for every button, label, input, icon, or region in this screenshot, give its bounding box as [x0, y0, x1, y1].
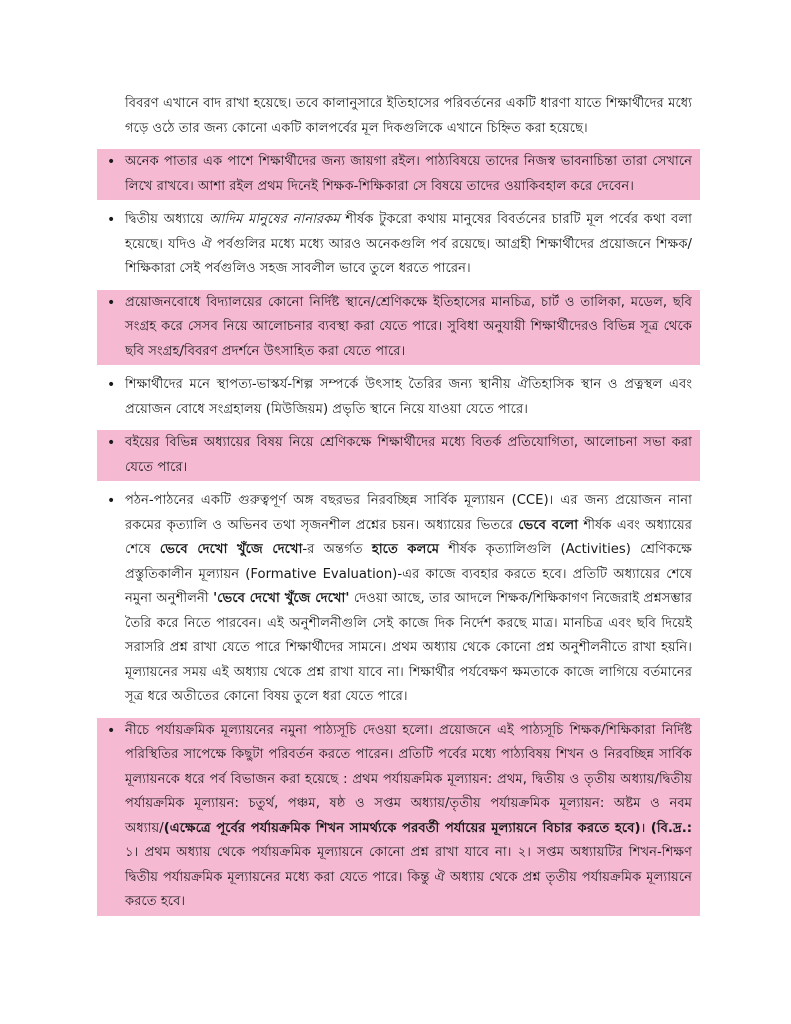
bullet-icon: • [107, 377, 116, 393]
item-text: অনেক পাতার এক পাশে শিক্ষার্থীদের জন্য জায়গা রইল। পাঠ্যবিষয়ে তাদের নিজস্ব ভাবনাচিন্তা তারা সেখানে লিখে রাখবে। আশা রইল প্রথম দিনেই শিক্ষক-শিক্ষিকারা সে বিষয়ে তাদের ওয়াকিবহাল করে দেবেন। [125, 154, 692, 194]
list-item [97, 207, 700, 283]
item-text [125, 493, 692, 704]
text-run: নীচে পর্যায়ক্রমিক মূল্যায়নের নমুনা পাঠ্যসূচি দেওয়া হলো। প্রয়োজনে এই পাঠ্যসূচি শিক্ষক/শিক্ষিকারা নির্দিষ্ট পরিস্থিতির সাপেক্ষে কিছুটা পরিবর্তন করতে পারেন। প্রতিটি পর্বের মধ্যে পাঠ্যবিষয় শিখন ও নিরবচ্ছিন্ন সার্বিক মূল্যায়নকে ধরে পর্ব বিভাজন করা হয়েছে : প্রথম পর্যায়ক্রমিক মূল্যায়ন: প্রথম, দ্বিতীয় ও তৃতীয় অধ্যায়/দ্বিতীয় পর্যায়ক্রমিক মূল্যায়ন: চতুর্থ, পঞ্চম, ষষ্ঠ ও সপ্তম অধ্যায়/তৃতীয় পর্যায়ক্রমিক মূল্যায়ন: অষ্টম ও নবম অধ্যায়/ [125, 722, 692, 836]
text-run: দ্বিতীয় অধ্যায়ে [125, 212, 209, 227]
instructions-page [97, 92, 700, 923]
bullet-icon: • [107, 212, 116, 228]
bold-term: (বি.দ্র.: [650, 820, 692, 836]
bold-term: হাতে কলমে [371, 542, 440, 557]
item-text [125, 723, 692, 910]
bold-term: ভেবে দেখো খুঁজে দেখো [159, 542, 303, 557]
intro-paragraph: বিবরণ এখানে বাদ রাখা হয়েছে। তবে কালানুসারে ইতিহাসের পরিবর্তনের একটি ধারণা যাতে শিক্ষার্থীদের মধ্যে গড়ে ওঠে তার জন্য কোনো একটি কালপর্বের মূল দিকগুলিকে এখানে চিহ্নিত করা হয়েছে। [125, 96, 692, 136]
bullet-icon: • [107, 435, 116, 451]
bullet-icon: • [107, 294, 116, 311]
text-run: শীর্ষক কৃত্যালিগুলি (Activities) শ্রেণিকক্ষে প্রস্তুতিকালীন মূল্যায়ন (Formative Evaluation)-এর কাজে ব্যবহার করতে হবে। প্রতিটি অধ্যায়ের শেষে নমুনা অনুশীলনী [125, 542, 692, 606]
list-item [97, 430, 700, 481]
text-run: পঠন-পাঠনের একটি গুরুত্বপূর্ণ অঙ্গ বছরভর নিরবচ্ছিন্ন সার্বিক মূল্যায়ন (CCE)। এর জন্য প্রয়োজন নানা রকমের কৃত্যালি ও অভিনব তথা সৃজনশীল প্রশ্নের চয়ন। অধ্যায়ের ভিতরে [125, 493, 692, 533]
bullet-icon: • [107, 722, 116, 739]
bold-term: 'ভেবে দেখো খুঁজে দেখো' [213, 591, 350, 606]
bold-term: ভেবে বলো [518, 517, 579, 533]
chapter-title-italic: আদিম মানুষের নানারকম [208, 212, 340, 227]
item-text: প্রয়োজনবোধে বিদ্যালয়ের কোনো নির্দিষ্ট স্থানে/শ্রেণিকক্ষে ইতিহাসের মানচিত্র, চার্ট ও তালিকা, মডেল, ছবি সংগ্রহ করে সেসব নিয়ে আলোচনার ব্যবস্থা করা যেতে পারে। সুবিধা অনুযায়ী শিক্ষার্থীদেরও বিভিন্ন সূত্র থেকে ছবি সংগ্রহ/বিবরণ প্রদর্শনে উৎসাহিত করা যেতে পারে। [125, 294, 692, 359]
bold-term: (এক্ষেত্রে পূর্বের পর্যায়ক্রমিক শিখন সামর্থ্যকে পরবর্তী পর্যায়ের মূল্যায়নে বিচার করতে হবে) [163, 820, 641, 836]
list-item [97, 488, 700, 711]
bullet-icon: • [107, 493, 116, 509]
bullet-icon: • [107, 154, 116, 170]
list-item [97, 149, 700, 200]
list-item [97, 290, 700, 366]
item-text: শিক্ষার্থীদের মনে স্থাপত্য-ভাস্কর্য-শিল্প সম্পর্কে উৎসাহ তৈরির জন্য স্থানীয় ঐতিহাসিক স্থান ও প্রত্নস্থল এবং প্রয়োজন বোধে সংগ্রহালয় (মিউজিয়ম) প্রভৃতি স্থানে নিয়ে যাওয়া যেতে পারে। [125, 377, 692, 417]
text-run: -র অন্তর্গত [302, 542, 372, 557]
text-run: শীর্ষক এবং অধ্যায়ের শেষে [125, 517, 692, 557]
text-run: দেওয়া আছে, তার আদলে শিক্ষক/শিক্ষিকাগণ নিজেরাই প্রশ্নসম্ভার তৈরি করে নিতে পারবেন। এই অনুশীলনীগুলি সেই কাজে দিক নির্দেশ করছে মাত্র। মানচিত্র এবং ছবি দিয়েই সরাসরি প্রশ্ন রাখা যেতে পারে শিক্ষার্থীদের সামনে। প্রথম অধ্যায় থেকে কোনো প্রশ্ন অনুশীলনীতে রাখা হয়নি। মূল্যায়নের সময় এই অধ্যায় থেকে প্রশ্ন রাখা যাবে না। শিক্ষার্থীর পর্যবেক্ষণ ক্ষমতাকে কাজে লাগিয়ে বর্তমানের সূত্র ধরে অতীতের কোনো বিষয় তুলে ধরা যেতে পারে। [125, 591, 692, 704]
text-run: ১। প্রথম অধ্যায় থেকে পর্যায়ক্রমিক মূল্যায়নে কোনো প্রশ্ন রাখা যাবে না। ২। সপ্তম অধ্যায়টির শিখন-শিক্ষণ দ্বিতীয় পর্যায়ক্রমিক মূল্যায়নের মধ্যে করা যেতে পারে। কিন্তু ঐ অধ্যায় থেকে প্রশ্ন তৃতীয় পর্যায়ক্রমিক মূল্যায়নে করতে হবে। [125, 845, 692, 909]
text-run: শীর্ষক টুকরো কথায় মানুষের বিবর্তনের চারটি মূল পর্বের কথা বলা হয়েছে। যদিও ঐ পর্বগুলির মধ্যে মধ্যে আরও অনেকগুলি পর্ব রয়েছে। আগ্রহী শিক্ষার্থীদের প্রয়োজনে শিক্ষক/শিক্ষিকারা সেই পর্বগুলিও সহজ সাবলীল ভাবে তুলে ধরতে পারেন। [125, 212, 692, 276]
list-item [97, 372, 700, 423]
text-run: । [640, 820, 651, 836]
list-item [97, 718, 700, 916]
item-text [125, 212, 692, 276]
item-text: বইয়ের বিভিন্ন অধ্যায়ের বিষয় নিয়ে শ্রেণিকক্ষে শিক্ষার্থীদের মধ্যে বিতর্ক প্রতিযোগিতা, আলোচনা সভা করা যেতে পারে। [125, 435, 692, 475]
